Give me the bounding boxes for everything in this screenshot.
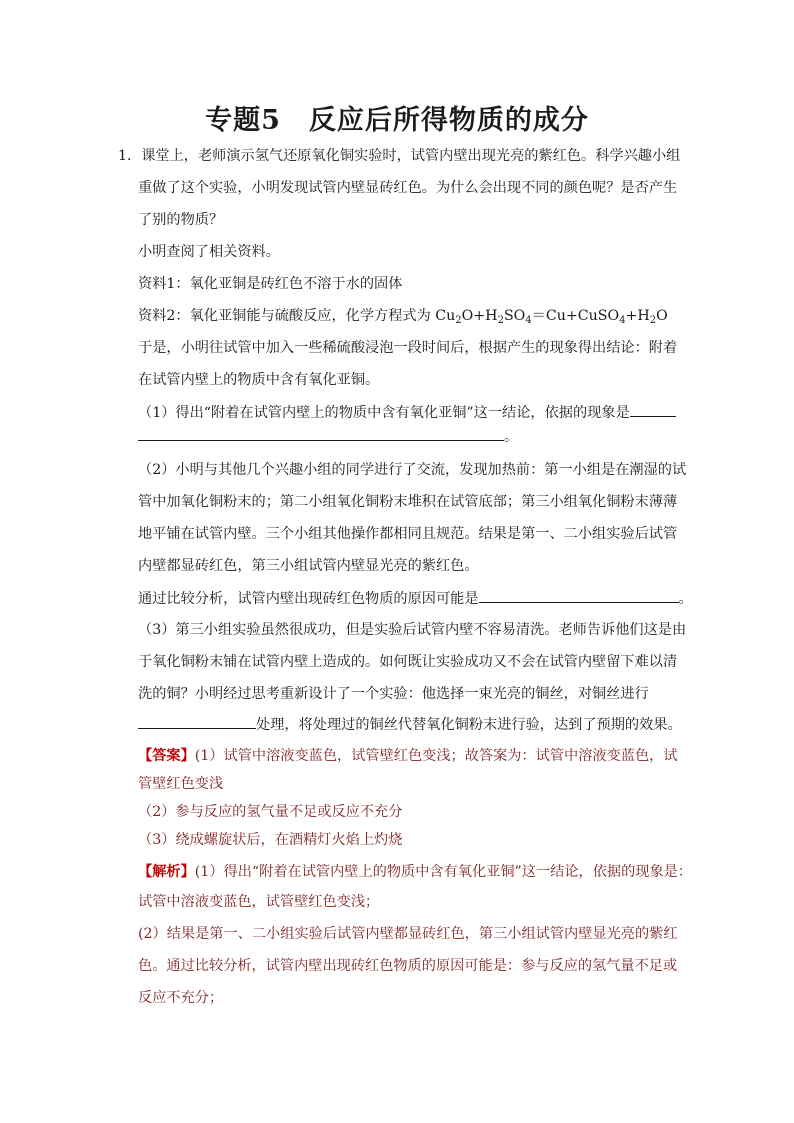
answer-line-1 [138,746,678,766]
formula-part: O [656,308,668,324]
analysis-line-5: 反应不充分； [138,990,224,1006]
reference-2-text: 资料2：氧化亚铜能与硫酸反应，化学方程式为 Cu [138,308,456,324]
part-2-line-4: 内壁都显砖红色，第三小组试管内壁显光亮的紫红色。 [138,558,479,574]
subscript: 2 [497,315,504,326]
subscript: 4 [525,315,532,326]
reference-1: 资料1：氧化亚铜是砖红色不溶于水的固体 [138,276,403,292]
period: 。 [678,591,693,607]
subscript: 2 [455,315,462,326]
answer-line-3: （2）参与反应的氢气量不足或反应不充分 [138,804,403,820]
part-1-line-1 [138,402,676,423]
part-1-line-2 [138,426,518,447]
part-1-text: （1）得出“附着在试管内壁上的物质中含有氧化亚铜”这一结论，依据的现象是 [138,405,630,421]
conclusion-line-1: 于是，小明往试管中加入一些稀硫酸浸泡一段时间后，根据产生的现象得出结论：附着 [138,340,678,356]
answer-tag: 【答案】 [138,748,195,764]
answer-blank-1a[interactable] [630,402,676,417]
question-text: 课堂上，老师演示氢气还原氧化铜实验时，试管内壁出现光亮的紫红色。科学兴趣小组 [141,148,681,164]
page-title: 专题5 反应后所得物质的成分 [205,105,589,136]
answer-line-2: 管壁红色变浅 [138,776,224,792]
answer-blank-2[interactable] [479,588,679,603]
formula-part: ＝Cu+CuSO [531,308,620,324]
answer-blank-3[interactable] [138,714,256,729]
part-3-line-4 [138,714,682,735]
question-1-line-1 [118,146,680,166]
part-2-line-3: 地平铺在试管内壁。三个小组其他操作都相同且规范。结果是第一、二小组实验后试管 [138,526,678,542]
analysis-line-3: (2）结果是第一、二小组实验后试管内壁都显砖红色，第三小组试管内壁显光亮的紫红 [138,926,678,942]
formula-part: SO [503,308,526,324]
part-3-line-3: 洗的铜？小明经过思考重新设计了一个实验：他选择一束光亮的铜丝，对铜丝进行 [138,686,649,702]
answer-text: (1）试管中溶液变蓝色，试管壁红色变浅；故答案为：试管中溶液变蓝色，试 [194,748,678,764]
subscript: 4 [619,315,626,326]
analysis-tag: 【解析】 [138,864,195,880]
part-2-line-1: （2）小明与其他几个兴趣小组的同学进行了交流，发现加热前：第一小组是在潮湿的试 [138,462,687,478]
part-3-line-1: （3）第三小组实验虽然很成功，但是实验后试管内壁不容易清洗。老师告诉他们这是由 [138,622,687,638]
analysis-line-4: 色。通过比较分析，试管内壁出现砖红色物质的原因可能是：参与反应的氢气量不足或 [138,958,678,974]
reference-2 [138,306,668,326]
analysis-line-1 [138,862,692,882]
subscript: 2 [649,315,657,326]
period: 。 [504,429,519,445]
answer-blank-1b[interactable] [138,426,504,441]
part-3-line-2: 于氧化铜粉末铺在试管内壁上造成的。如何既让实验成功又不会在试管内壁留下难以清 [138,654,678,670]
question-1-line-3: 了别的物质？ [138,212,224,228]
check-info-line: 小明查阅了相关资料。 [138,244,280,260]
formula-part: +H [625,308,650,324]
answer-line-4: （3）绕成螺旋状后，在酒精灯火焰上灼烧 [138,832,403,848]
analysis-line-2: 试管中溶液变蓝色，试管壁红色变浅； [138,894,380,910]
formula-part: O+H [461,308,498,324]
part-2-line-5 [138,588,693,609]
part-2-line-2: 管中加氧化铜粉末的；第二小组氧化铜粉末堆积在试管底部；第三小组氧化铜粉末薄薄 [138,494,678,510]
part-3-text: 处理，将处理过的铜丝代替氧化铜粉末进行验，达到了预期的效果。 [256,717,682,733]
conclusion-line-2: 在试管内壁上的物质中含有氧化亚铜。 [138,372,380,388]
question-number: 1． [118,148,142,164]
part-2-text: 通过比较分析，试管内壁出现砖红色物质的原因可能是 [138,591,479,607]
question-1-line-2: 重做了这个实验，小明发现试管内壁显砖红色。为什么会出现不同的颜色呢？是否产生 [138,180,678,196]
analysis-text: (1）得出“附着在试管内壁上的物质中含有氧化亚铜”这一结论，依据的现象是： [194,864,693,880]
